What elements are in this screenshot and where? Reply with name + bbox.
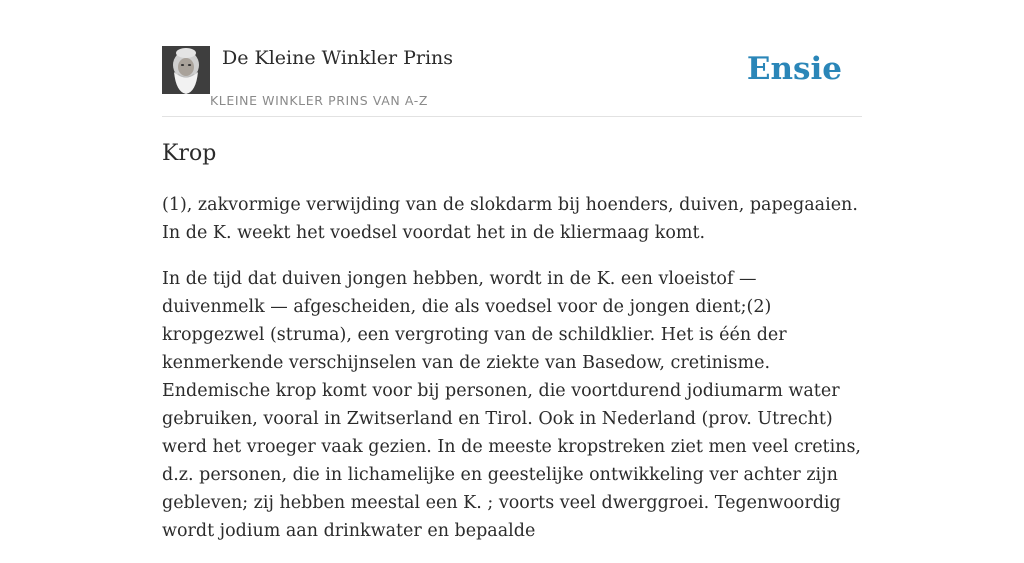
source-title-link[interactable]: De Kleine Winkler Prins xyxy=(222,47,454,69)
source-subtitle: KLEINE WINKLER PRINS VAN A-Z xyxy=(210,93,429,108)
article-paragraph: (1), zakvormige verwijding van de slokdarm bij hoenders, duiven, papegaaien. In de K. weekt het voedsel voordat het in de kliermaag komt. xyxy=(162,195,858,243)
article xyxy=(162,138,862,563)
article-paragraph: In de tijd dat duiven jongen hebben, wordt in de K. een vloeistof — duivenmelk — afgescheiden, die als voedsel voor de jongen dient;(2) kropgezwel (struma), een vergroting van de schildklier. Het is één der kenmerkende verschijnselen van de ziekte van Basedow, cretinisme. Endemische krop komt voor bij personen, die voortdurend jodiumarm water gebruiken, vooral in Zwitserland en Tirol. Ook in Nederland (prov. Utrecht) werd het vroeger vaak gezien. In de meeste kropstreken ziet men veel cretins, d.z. personen, die in lichamelijke en geestelijke ontwikkeling ver achter zijn gebleven; zij hebben meestal een K. ; voorts veel dwerggroei. Tegenwoordig wordt jodium aan drinkwater en bepaalde xyxy=(162,269,861,541)
entry-title: Krop xyxy=(162,141,217,166)
author-avatar[interactable] xyxy=(162,46,210,94)
bearded-man-portrait-icon xyxy=(162,46,210,94)
brand-logo-link[interactable]: Ensie xyxy=(746,51,842,87)
site-header xyxy=(162,40,862,117)
